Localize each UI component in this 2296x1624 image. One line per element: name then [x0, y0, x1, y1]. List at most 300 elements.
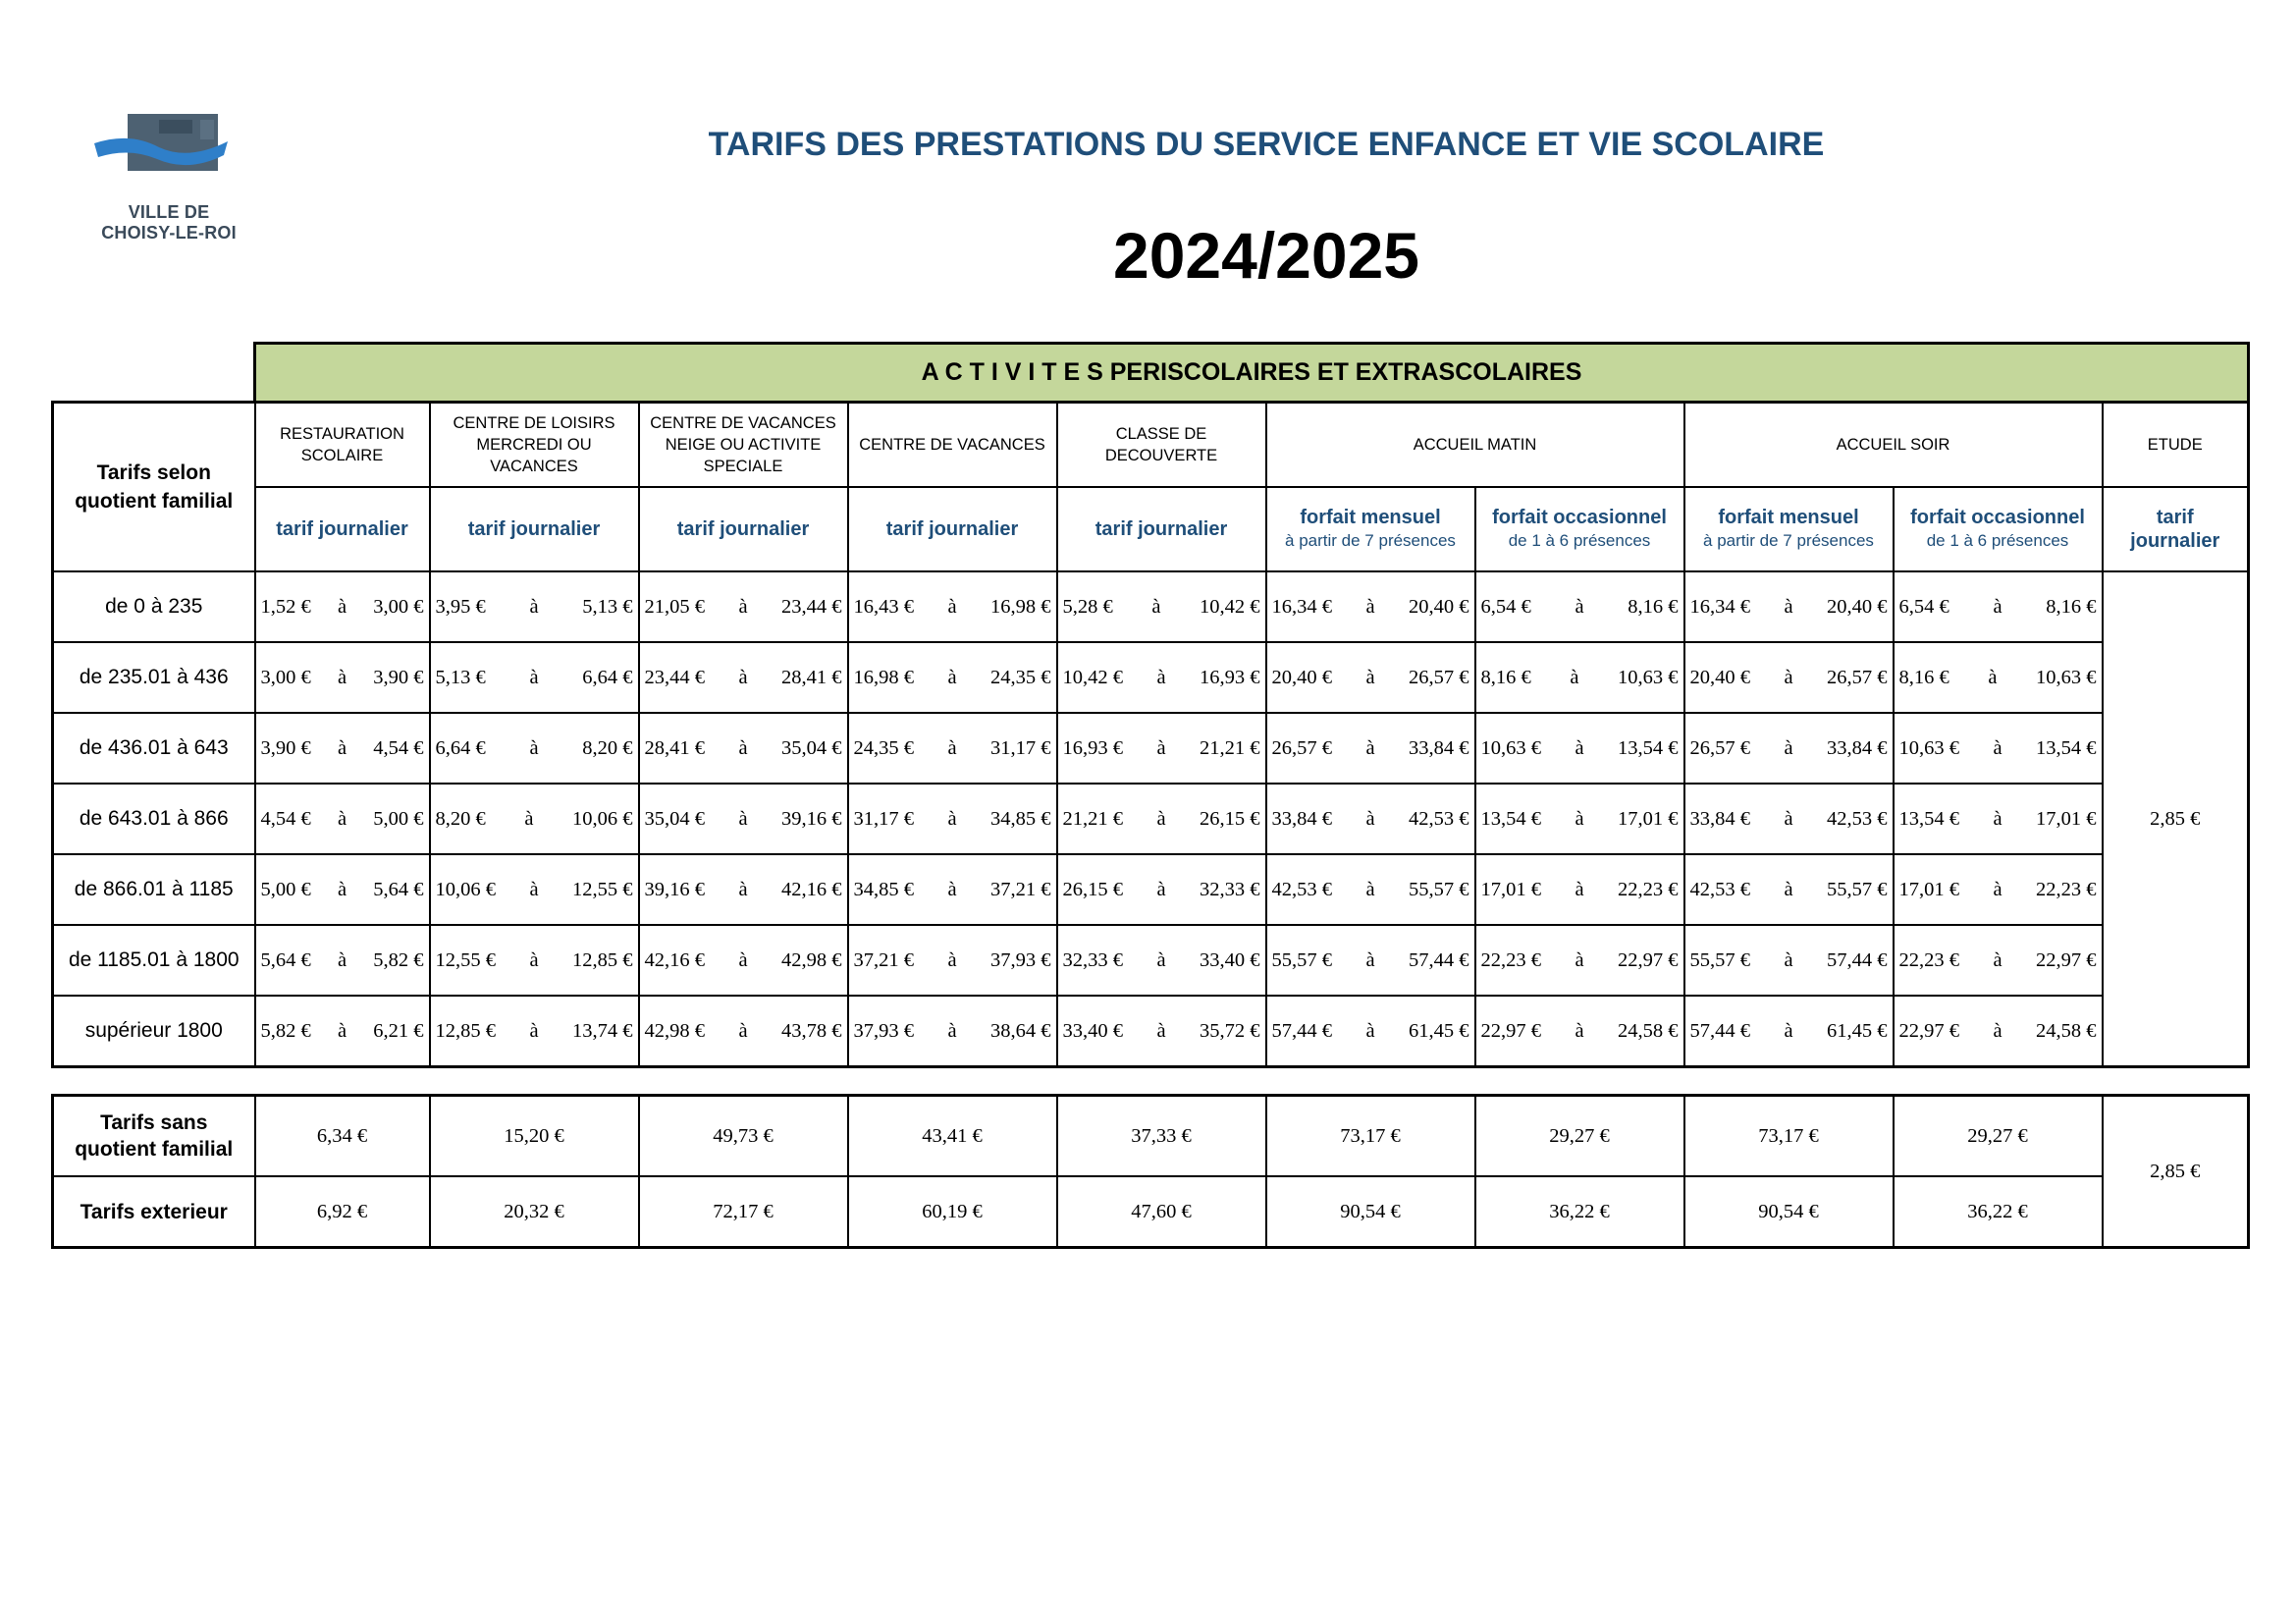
price-separator: à — [947, 1019, 957, 1042]
price-range-cell — [1684, 854, 1894, 925]
price-range-cell — [1894, 642, 2103, 713]
price-separator: à — [1365, 948, 1375, 971]
price-max: 5,82 € — [373, 948, 424, 971]
price-max: 28,41 € — [780, 666, 842, 688]
price-range-cell — [255, 642, 430, 713]
price-range — [1685, 879, 1893, 901]
price-separator: à — [947, 948, 957, 971]
price-range-cell — [1894, 854, 2103, 925]
price-max: 26,57 € — [1408, 666, 1469, 688]
price-separator: à — [1988, 666, 1998, 688]
price-separator: à — [1993, 948, 2002, 971]
price-range-cell — [1475, 784, 1684, 854]
price-range — [1058, 596, 1265, 619]
price-min: 3,90 € — [260, 736, 311, 759]
price-separator: à — [1993, 1019, 2002, 1042]
price-min: 31,17 € — [853, 807, 914, 830]
price-separator: à — [1151, 595, 1161, 618]
price-max: 34,85 € — [989, 807, 1051, 830]
logo-emblem-icon — [90, 108, 247, 196]
price-range — [1895, 737, 2102, 760]
price-separator: à — [1156, 1019, 1166, 1042]
price-max: 22,97 € — [1617, 948, 1679, 971]
price-range — [1895, 596, 2102, 619]
price-range — [849, 1020, 1056, 1043]
price-max: 35,04 € — [780, 736, 842, 759]
price-min: 16,43 € — [853, 595, 914, 618]
price-max: 8,16 € — [2046, 595, 2097, 618]
price-max: 16,98 € — [989, 595, 1051, 618]
price-min: 5,13 € — [435, 666, 486, 688]
price-range — [1476, 808, 1683, 831]
price-min: 42,16 € — [644, 948, 705, 971]
price-min: 33,84 € — [1689, 807, 1750, 830]
price-range — [1476, 949, 1683, 972]
price-range — [431, 879, 638, 901]
price-min: 37,21 € — [853, 948, 914, 971]
price-range-cell — [848, 996, 1057, 1067]
price-range-cell — [1684, 642, 1894, 713]
price-max: 22,23 € — [1617, 878, 1679, 900]
price-max: 42,16 € — [780, 878, 842, 900]
sub-forfait-occasionnel-label: forfait occasionnel — [1910, 507, 2085, 528]
price-max: 37,93 € — [989, 948, 1051, 971]
price-range-cell — [1266, 713, 1475, 784]
price-separator: à — [738, 807, 748, 830]
price-range — [1267, 1020, 1474, 1043]
flat-price-cell: 36,22 € — [1894, 1176, 2103, 1248]
table-row — [53, 854, 2249, 925]
price-separator: à — [1575, 1019, 1584, 1042]
price-range-cell — [1894, 571, 2103, 642]
price-separator: à — [947, 666, 957, 688]
page-title: TARIFS DES PRESTATIONS DU SERVICE ENFANCE ET VIE SCOLAIRE — [708, 126, 1825, 163]
price-range — [256, 808, 429, 831]
price-range — [849, 949, 1056, 972]
price-separator: à — [1784, 736, 1793, 759]
price-separator: à — [524, 807, 534, 830]
price-min: 33,40 € — [1062, 1019, 1123, 1042]
price-range-cell — [255, 713, 430, 784]
price-range-cell — [639, 571, 848, 642]
price-max: 12,85 € — [571, 948, 633, 971]
tariff-table — [51, 342, 2250, 1068]
price-max: 13,54 € — [1617, 736, 1679, 759]
price-range — [1685, 667, 1893, 689]
year-heading: 2024/2025 — [1113, 219, 1419, 292]
price-max: 32,33 € — [1199, 878, 1260, 900]
price-range-cell — [1684, 925, 1894, 996]
price-range — [1058, 1020, 1265, 1043]
flat-price-cell: 37,33 € — [1057, 1096, 1266, 1177]
price-max: 39,16 € — [780, 807, 842, 830]
sub-tarif-journalier: tarif journalier — [255, 487, 430, 571]
sub-forfait-mensuel-label: forfait mensuel — [1718, 507, 1859, 528]
price-max: 8,16 € — [1628, 595, 1679, 618]
price-range — [1685, 737, 1893, 760]
price-separator: à — [947, 595, 957, 618]
price-separator: à — [529, 1019, 539, 1042]
price-max: 61,45 € — [1408, 1019, 1469, 1042]
price-min: 4,54 € — [260, 807, 311, 830]
table-row — [53, 925, 2249, 996]
price-separator: à — [337, 666, 347, 688]
col-restauration: RESTAURATION SCOLAIRE — [255, 403, 430, 488]
price-min: 13,54 € — [1898, 807, 1959, 830]
price-max: 4,54 € — [373, 736, 424, 759]
price-min: 42,53 € — [1689, 878, 1750, 900]
sub-forfait-mensuel — [1266, 487, 1475, 571]
price-separator: à — [337, 736, 347, 759]
price-min: 55,57 € — [1689, 948, 1750, 971]
price-range — [1685, 949, 1893, 972]
price-min: 22,97 € — [1480, 1019, 1541, 1042]
price-min: 8,20 € — [435, 807, 486, 830]
price-max: 43,78 € — [780, 1019, 842, 1042]
price-min: 57,44 € — [1689, 1019, 1750, 1042]
flat-price-cell: 72,17 € — [639, 1176, 848, 1248]
sub-forfait-mensuel-note: à partir de 7 présences — [1703, 531, 1874, 550]
price-min: 23,44 € — [644, 666, 705, 688]
price-max: 5,00 € — [373, 807, 424, 830]
row-label-quotient: de 866.01 à 1185 — [53, 854, 255, 925]
price-range — [1895, 1020, 2102, 1043]
price-range-cell — [848, 854, 1057, 925]
price-range-cell — [1684, 784, 1894, 854]
price-range — [849, 879, 1056, 901]
price-max: 33,84 € — [1826, 736, 1888, 759]
price-separator: à — [1784, 807, 1793, 830]
table-row — [53, 571, 2249, 642]
price-separator: à — [1575, 595, 1584, 618]
price-separator: à — [738, 1019, 748, 1042]
price-range-cell — [639, 996, 848, 1067]
col-accueil-matin: ACCUEIL MATIN — [1266, 403, 1684, 488]
price-min: 12,85 € — [435, 1019, 496, 1042]
price-min: 8,16 € — [1898, 666, 1949, 688]
price-min: 42,98 € — [644, 1019, 705, 1042]
banner-row — [53, 344, 2249, 403]
price-min: 16,98 € — [853, 666, 914, 688]
sub-forfait-mensuel-note: à partir de 7 présences — [1285, 531, 1456, 550]
price-separator: à — [1156, 878, 1166, 900]
flat-price-cell: 47,60 € — [1057, 1176, 1266, 1248]
price-max: 8,20 € — [582, 736, 633, 759]
flat-price-cell: 49,73 € — [639, 1096, 848, 1177]
price-range — [1685, 596, 1893, 619]
price-max: 33,40 € — [1199, 948, 1260, 971]
col-centre-loisirs: CENTRE DE LOISIRS MERCREDI OU VACANCES — [430, 403, 639, 488]
sub-tarif-journalier: tarif journalier — [430, 487, 639, 571]
price-range — [1267, 667, 1474, 689]
price-range-cell — [1057, 713, 1266, 784]
price-max: 26,15 € — [1199, 807, 1260, 830]
price-range-cell — [848, 925, 1057, 996]
flat-price-cell: 29,27 € — [1894, 1096, 2103, 1177]
price-range-cell — [639, 925, 848, 996]
price-range — [1476, 596, 1683, 619]
row-header-quotient: Tarifs selon quotient familial — [53, 403, 255, 572]
row-label-quotient: de 0 à 235 — [53, 571, 255, 642]
price-min: 10,42 € — [1062, 666, 1123, 688]
price-range-cell — [848, 784, 1057, 854]
price-max: 42,53 € — [1408, 807, 1469, 830]
price-range-cell — [848, 571, 1057, 642]
price-separator: à — [1365, 1019, 1375, 1042]
col-accueil-soir: ACCUEIL SOIR — [1684, 403, 2103, 488]
price-separator: à — [1365, 878, 1375, 900]
price-min: 39,16 € — [644, 878, 705, 900]
price-range-cell — [639, 784, 848, 854]
flat-price-cell: 43,41 € — [848, 1096, 1057, 1177]
price-range — [256, 667, 429, 689]
price-separator: à — [1993, 807, 2002, 830]
price-range-cell — [1266, 642, 1475, 713]
price-max: 38,64 € — [989, 1019, 1051, 1042]
price-range-cell — [430, 784, 639, 854]
price-range-cell — [1266, 854, 1475, 925]
city-logo — [90, 108, 247, 244]
price-range-cell — [1475, 996, 1684, 1067]
col-centre-vacances: CENTRE DE VACANCES — [848, 403, 1057, 488]
price-max: 17,01 € — [1617, 807, 1679, 830]
price-range — [1895, 667, 2102, 689]
price-separator: à — [1156, 807, 1166, 830]
price-max: 13,74 € — [571, 1019, 633, 1042]
flat-price-cell: 6,92 € — [255, 1176, 430, 1248]
price-separator: à — [947, 878, 957, 900]
price-range — [640, 879, 847, 901]
price-range-cell — [1684, 713, 1894, 784]
price-separator: à — [529, 948, 539, 971]
price-range-cell — [1475, 571, 1684, 642]
price-separator: à — [1784, 948, 1793, 971]
price-range-cell — [1057, 854, 1266, 925]
price-separator: à — [529, 595, 539, 618]
table-row — [53, 784, 2249, 854]
price-max: 42,98 € — [780, 948, 842, 971]
price-range — [849, 808, 1056, 831]
price-range — [1685, 808, 1893, 831]
price-max: 21,21 € — [1199, 736, 1260, 759]
price-min: 8,16 € — [1480, 666, 1531, 688]
table-row — [53, 642, 2249, 713]
price-separator: à — [1156, 666, 1166, 688]
price-range — [1058, 949, 1265, 972]
price-separator: à — [1575, 878, 1584, 900]
price-separator: à — [1993, 595, 2002, 618]
sub-forfait-mensuel-label: forfait mensuel — [1300, 507, 1441, 528]
price-max: 10,06 € — [571, 807, 633, 830]
logo-line-1: VILLE DE — [128, 202, 210, 222]
price-min: 26,15 € — [1062, 878, 1123, 900]
price-range-cell — [1475, 713, 1684, 784]
price-min: 55,57 € — [1271, 948, 1332, 971]
price-range-cell — [255, 996, 430, 1067]
price-separator: à — [1575, 736, 1584, 759]
flat-price-cell: 29,27 € — [1475, 1096, 1684, 1177]
price-range — [1895, 808, 2102, 831]
price-separator: à — [1365, 736, 1375, 759]
price-min: 5,28 € — [1062, 595, 1113, 618]
price-min: 22,23 € — [1480, 948, 1541, 971]
price-range — [1267, 737, 1474, 760]
price-separator: à — [738, 736, 748, 759]
price-range-cell — [1057, 925, 1266, 996]
price-range-cell — [430, 996, 639, 1067]
flat-price-cell: 36,22 € — [1475, 1176, 1684, 1248]
price-range-cell — [1266, 571, 1475, 642]
tariff-rows — [53, 571, 2249, 1067]
table-row — [53, 713, 2249, 784]
price-max: 57,44 € — [1408, 948, 1469, 971]
price-range-cell — [430, 713, 639, 784]
price-separator: à — [337, 807, 347, 830]
price-max: 17,01 € — [2035, 807, 2097, 830]
price-max: 10,42 € — [1199, 595, 1260, 618]
row-label-quotient: de 643.01 à 866 — [53, 784, 255, 854]
tarifs-sans-quotient-row — [53, 1096, 2249, 1177]
etude-value: 2,85 € — [2103, 571, 2249, 1067]
price-max: 13,54 € — [2035, 736, 2097, 759]
tarifs-exterieur-row — [53, 1176, 2249, 1248]
price-separator: à — [1156, 948, 1166, 971]
price-separator: à — [1575, 807, 1584, 830]
price-range — [849, 737, 1056, 760]
price-separator: à — [738, 666, 748, 688]
price-min: 26,57 € — [1689, 736, 1750, 759]
price-range — [1267, 879, 1474, 901]
price-min: 5,82 € — [260, 1019, 311, 1042]
price-max: 5,64 € — [373, 878, 424, 900]
flat-price-cell: 73,17 € — [1266, 1096, 1475, 1177]
price-min: 12,55 € — [435, 948, 496, 971]
col-etude: ETUDE — [2103, 403, 2249, 488]
flat-price-cell: 60,19 € — [848, 1176, 1057, 1248]
row-label-quotient: de 1185.01 à 1800 — [53, 925, 255, 996]
row-label-quotient: supérieur 1800 — [53, 996, 255, 1067]
price-range — [849, 596, 1056, 619]
price-separator: à — [1784, 1019, 1793, 1042]
price-range — [431, 667, 638, 689]
flat-price-cell: 73,17 € — [1684, 1096, 1894, 1177]
price-range — [1058, 879, 1265, 901]
flat-price-cell: 6,34 € — [255, 1096, 430, 1177]
price-range — [640, 667, 847, 689]
price-min: 37,93 € — [853, 1019, 914, 1042]
price-max: 23,44 € — [780, 595, 842, 618]
price-min: 28,41 € — [644, 736, 705, 759]
price-range — [1895, 949, 2102, 972]
price-min: 5,64 € — [260, 948, 311, 971]
price-max: 26,57 € — [1826, 666, 1888, 688]
price-min: 33,84 € — [1271, 807, 1332, 830]
sub-forfait-occasionnel-label: forfait occasionnel — [1492, 507, 1667, 528]
price-max: 31,17 € — [989, 736, 1051, 759]
price-range-cell — [1266, 996, 1475, 1067]
price-separator: à — [1575, 948, 1584, 971]
price-separator: à — [1784, 878, 1793, 900]
price-separator: à — [947, 736, 957, 759]
price-max: 24,35 € — [989, 666, 1051, 688]
price-range — [1267, 596, 1474, 619]
price-range-cell — [848, 642, 1057, 713]
price-max: 55,57 € — [1826, 878, 1888, 900]
price-max: 10,63 € — [1617, 666, 1679, 688]
price-range-cell — [430, 925, 639, 996]
flat-tariff-rows — [53, 1096, 2249, 1248]
price-min: 17,01 € — [1898, 878, 1959, 900]
price-max: 12,55 € — [571, 878, 633, 900]
price-min: 17,01 € — [1480, 878, 1541, 900]
price-range — [256, 949, 429, 972]
price-range-cell — [639, 642, 848, 713]
price-range-cell — [639, 854, 848, 925]
price-range — [1895, 879, 2102, 901]
price-separator: à — [1156, 736, 1166, 759]
price-max: 6,21 € — [373, 1019, 424, 1042]
price-range — [1685, 1020, 1893, 1043]
price-min: 22,97 € — [1898, 1019, 1959, 1042]
price-separator: à — [1784, 666, 1793, 688]
price-range-cell — [1266, 784, 1475, 854]
price-range — [256, 737, 429, 760]
price-min: 1,52 € — [260, 595, 311, 618]
price-range-cell — [1475, 642, 1684, 713]
price-range-cell — [255, 925, 430, 996]
price-max: 61,45 € — [1826, 1019, 1888, 1042]
price-min: 35,04 € — [644, 807, 705, 830]
price-max: 24,58 € — [2035, 1019, 2097, 1042]
price-range — [431, 737, 638, 760]
price-range — [1476, 667, 1683, 689]
price-range — [1058, 808, 1265, 831]
price-separator: à — [947, 807, 957, 830]
price-range — [431, 949, 638, 972]
price-range-cell — [255, 571, 430, 642]
price-min: 21,21 € — [1062, 807, 1123, 830]
price-range — [640, 808, 847, 831]
price-range — [1476, 737, 1683, 760]
row-label-quotient: de 235.01 à 436 — [53, 642, 255, 713]
sub-tarif-journalier: tarif journalier — [848, 487, 1057, 571]
price-max: 55,57 € — [1408, 878, 1469, 900]
price-max: 5,13 € — [582, 595, 633, 618]
price-range-cell — [1057, 571, 1266, 642]
price-min: 10,63 € — [1898, 736, 1959, 759]
flat-price-cell: 90,54 € — [1684, 1176, 1894, 1248]
price-max: 3,90 € — [373, 666, 424, 688]
price-min: 34,85 € — [853, 878, 914, 900]
price-min: 24,35 € — [853, 736, 914, 759]
price-min: 6,64 € — [435, 736, 486, 759]
price-range-cell — [1894, 713, 2103, 784]
price-max: 3,00 € — [373, 595, 424, 618]
flat-tariff-table — [51, 1094, 2250, 1249]
price-separator: à — [337, 1019, 347, 1042]
price-range — [1267, 808, 1474, 831]
price-separator: à — [1365, 666, 1375, 688]
price-max: 22,97 € — [2035, 948, 2097, 971]
price-separator: à — [1993, 736, 2002, 759]
price-range — [256, 1020, 429, 1043]
price-range-cell — [1057, 996, 1266, 1067]
price-separator: à — [1365, 807, 1375, 830]
sub-etude: tarif journalier — [2103, 487, 2249, 571]
price-separator: à — [337, 878, 347, 900]
price-range — [256, 879, 429, 901]
sub-forfait-occasionnel — [1475, 487, 1684, 571]
